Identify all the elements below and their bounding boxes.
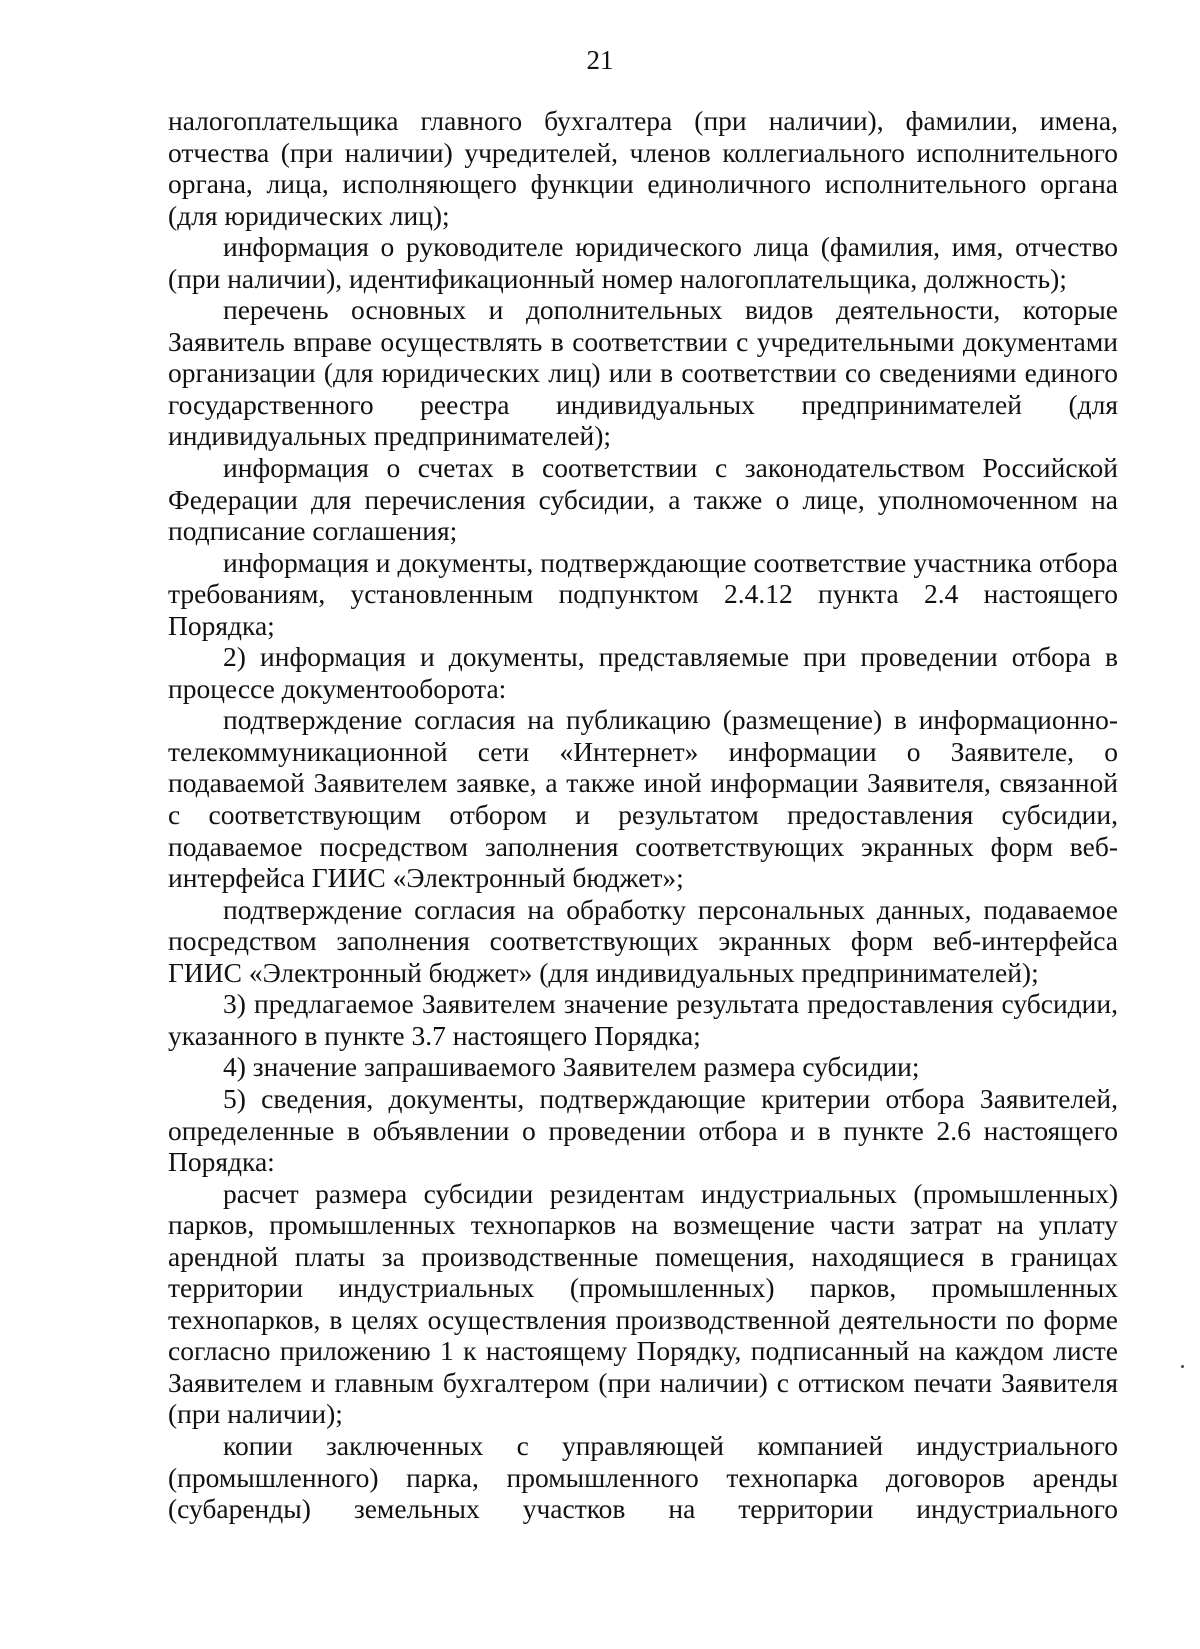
paragraph-publication-consent: подтверждение согласия на публикацию (размещение) в информационно-телекоммуникационной сети «Интернет» информации о Заявителе, о подаваемой Заявителем заявке, а также иной информации Заявителя, связанной с соответствующим отбором и результатом предоставления субсидии, подаваемое посредством заполнения соответствующих экранных форм веб-интерфейса ГИИС «Электронный бюджет»; (168, 704, 1118, 894)
paragraph-accounts-info: информация о счетах в соответствии с законодательством Российской Федерации для перечисления субсидии, а также о лице, уполномоченном на подписание соглашения; (168, 452, 1118, 547)
paragraph-item-2: 2) информация и документы, представляемые при проведении отбора в процессе документооборота: (168, 641, 1118, 704)
page-number: 21 (586, 45, 614, 75)
paragraph-activities-list: перечень основных и дополнительных видов деятельности, которые Заявитель вправе осуществлять в соответствии с учредительными документами организации (для юридических лиц) или в соответствии со сведениями единого государственного реестра индивидуальных предпринимателей (для индивидуальных предпринимателей); (168, 294, 1118, 452)
paragraph-compliance-documents: информация и документы, подтверждающие соответствие участника отбора требованиям, установленным подпунктом 2.4.12 пункта 2.4 настоящего Порядка; (168, 546, 1118, 641)
paragraph-head-info: информация о руководителе юридического лица (фамилия, имя, отчество (при наличии), идентификационный номер налогоплательщика, должность); (168, 231, 1118, 294)
paragraph-personal-data-consent: подтверждение согласия на обработку персональных данных, подаваемое посредством заполнения соответствующих экранных форм веб-интерфейса ГИИС «Электронный бюджет» (для индивидуальных предпринимателей); (168, 893, 1118, 988)
document-body (168, 105, 1118, 1525)
paragraph-subsidy-calculation: расчет размера субсидии резидентам индустриальных (промышленных) парков, промышленных технопарков на возмещение части затрат на уплату арендной платы за производственные помещения, находящиеся в границах территории индустриальных (промышленных) парков, промышленных технопарков, в целях осуществления производственной деятельности по форме согласно приложению 1 к настоящему Порядку, подписанный на каждом листе Заявителем и главным бухгалтером (при наличии) с оттиском печати Заявителя (при наличии); (168, 1177, 1118, 1430)
paragraph-item-3: 3) предлагаемое Заявителем значение результата предоставления субсидии, указанного в пункте 3.7 настоящего Порядка; (168, 988, 1118, 1051)
paragraph-item-5: 5) сведения, документы, подтверждающие критерии отбора Заявителей, определенные в объявлении о проведении отбора и в пункте 2.6 настоящего Порядка: (168, 1082, 1118, 1178)
paragraph-item-4: 4) значение запрашиваемого Заявителем размера субсидии; (223, 1051, 920, 1083)
paragraph-founders-info: налогоплательщика главного бухгалтера (при наличии), фамилии, имена, отчества (при наличии) учредителей, членов коллегиального исполнительного органа, лица, исполняющего функции единоличного исполнительного органа (для юридических лиц); (168, 105, 1118, 231)
paragraph-lease-copies: копии заключенных с управляющей компанией индустриального (промышленного) парка, промышленного технопарка договоров аренды (субаренды) земельных участков на территории индустриального (168, 1429, 1118, 1525)
scan-artifact-dot (1181, 1365, 1184, 1368)
